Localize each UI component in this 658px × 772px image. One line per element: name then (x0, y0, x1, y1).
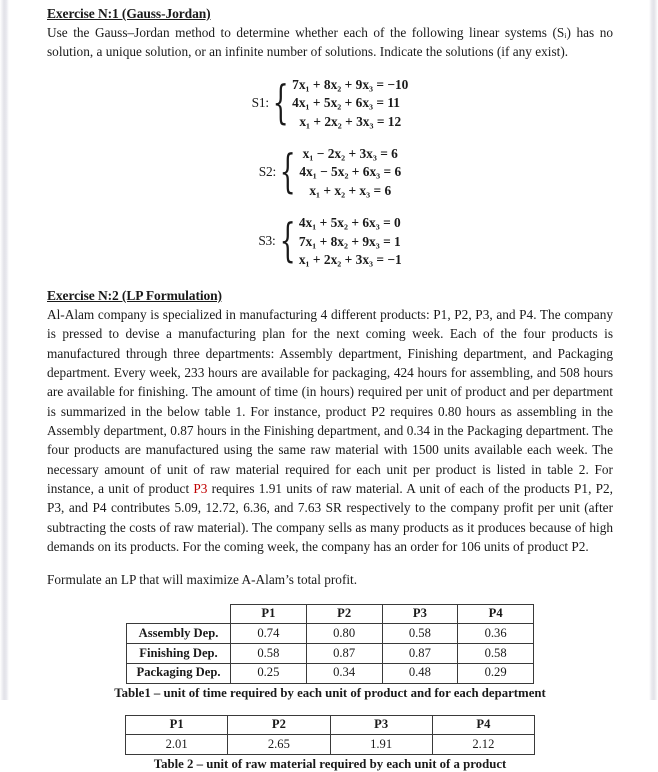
table-1-cell: 0.58 (231, 644, 307, 664)
exercise-2-paragraph (47, 305, 613, 556)
table-2-cell: 1.91 (330, 735, 432, 755)
table-2 (125, 715, 535, 755)
table-row (126, 735, 535, 755)
table-row-header (127, 604, 534, 624)
brace-icon: { (272, 75, 289, 130)
table-2-col-p3: P3 (330, 715, 432, 735)
table-2-col-p2: P2 (228, 715, 330, 735)
table-1-cell: 0.87 (306, 644, 382, 664)
system-s2-equation-2: 4x₁ − 5x₂ + 6x₃ = 6 (299, 164, 402, 180)
system-s3-equation-3: x₁ + 2x₂ + 3x₃ = −1 (298, 252, 402, 268)
table-1 (126, 604, 534, 684)
table-1-caption: Table1 – unit of time required by each unit of product and for each department (114, 685, 546, 700)
table-1-col-p4: P4 (458, 604, 534, 624)
table-1-row-label-assembly: Assembly Dep. (127, 624, 231, 644)
document-page (9, 0, 649, 772)
table-1-cell: 0.80 (306, 624, 382, 644)
table-1-cell: 0.25 (231, 663, 307, 683)
table-row (127, 663, 534, 683)
table-1-cell: 0.74 (231, 624, 307, 644)
table-2-col-p1: P1 (126, 715, 228, 735)
system-s3-equation-1: 4x₁ + 5x₂ + 6x₃ = 0 (298, 214, 401, 230)
page-edge-right (649, 0, 658, 700)
system-s1 (47, 76, 613, 131)
system-s3-label: S3: (258, 233, 276, 249)
system-s1-equation-1: 7x₁ + 8x₂ + 9x₃ = −10 (292, 76, 409, 92)
table-1-block (47, 604, 613, 701)
table-1-col-p2: P2 (306, 604, 382, 624)
table-1-cell: 0.58 (458, 644, 534, 664)
exercise-1-heading: Exercise N:1 (Gauss-Jordan) (47, 6, 211, 21)
table-2-cell: 2.65 (228, 735, 330, 755)
table-1-col-p1: P1 (231, 604, 307, 624)
exercise-2-paragraph-part2: requires 1.91 units of raw material. A unit of each of the products P1, P2, P3, and P4 contributes 5.09, 12.72, 6.36, and 7.63 SR respectively to the company profit per unit (after subtracting the costs of raw material). The company sells as many products as it produces because of high demands on its products. For the coming week, the company has an order for 106 units of product P2. (47, 480, 614, 554)
table-1-cell: 0.87 (382, 644, 458, 664)
exercise-2-heading: Exercise N:2 (LP Formulation) (47, 287, 222, 303)
table-1-col-p3: P3 (382, 604, 458, 624)
system-s1-equation-3: x₁ + 2x₂ + 3x₃ = 12 (299, 114, 402, 130)
table-1-cell: 0.48 (382, 663, 458, 683)
table-row (127, 624, 534, 644)
exercise-1-intro: Use the Gauss–Jordan method to determine whether each of the following linear systems (Sᵢ) has no solution, a unique solution, or an infinite number of solutions. Indicate the solutions (if any exist). (47, 25, 613, 60)
brace-icon: { (279, 144, 296, 199)
table-row (127, 644, 534, 664)
table-1-row-label-finishing: Finishing Dep. (127, 644, 231, 664)
table-2-block (47, 715, 613, 772)
system-s1-equation-2: 4x₁ + 5x₂ + 6x₃ = 11 (292, 95, 400, 111)
system-s1-label: S1: (251, 95, 269, 111)
highlighted-product-p3: P3 (193, 480, 208, 496)
system-s3 (47, 214, 613, 269)
brace-icon: { (279, 213, 296, 268)
exercise-2-paragraph-part1: Al-Alam company is specialized in manufacturing 4 different products: P1, P2, P3, and P4. The company is pressed to devise a manufacturing plan for the next coming week. Each of the four products is manufactured through three departments: Assembly department, Finishing department, and Packaging department. Every week, 233 hours are available for packaging, 424 hours for assembling, and 508 hours are available for finishing. The amount of time (in hours) required per unit of product and per department is summarized in the below table 1. For instance, product P2 requires 0.80 hours as assembling in the Assembly department, 0.87 hours in the Finishing department, and 0.34 in the Packaging department. The four products are manufactured using the same raw material with 1500 units available each week. The necessary amount of unit of raw material required for each unit per product is listed in table 2. For instance, a unit of product (47, 306, 613, 496)
table-2-cell: 2.12 (432, 735, 534, 755)
table-1-row-label-packaging: Packaging Dep. (127, 663, 231, 683)
system-s2-equation-1: x₁ − 2x₂ + 3x₃ = 6 (302, 145, 398, 161)
table-1-cell: 0.34 (306, 663, 382, 683)
system-s2-label: S2: (258, 164, 277, 180)
page-edge-left (0, 0, 9, 700)
table-2-cell: 2.01 (126, 735, 228, 755)
table-row-header (126, 715, 535, 735)
table-1-cell: 0.36 (458, 624, 534, 644)
table-2-col-p4: P4 (432, 715, 534, 735)
system-s2-equation-3: x₁ + x₂ + x₃ = 6 (309, 183, 392, 199)
table-1-cell: 0.29 (458, 663, 534, 683)
system-s3-equation-2: 7x₁ + 8x₂ + 9x₃ = 1 (298, 233, 401, 249)
exercise-2-question: Formulate an LP that will maximize A-Alam’s total profit. (47, 572, 358, 588)
table-1-corner-cell (127, 604, 231, 624)
system-s2 (47, 145, 613, 200)
table-2-caption: Table 2 – unit of raw material required by each unit of a product (153, 757, 507, 772)
table-1-cell: 0.58 (382, 624, 458, 644)
